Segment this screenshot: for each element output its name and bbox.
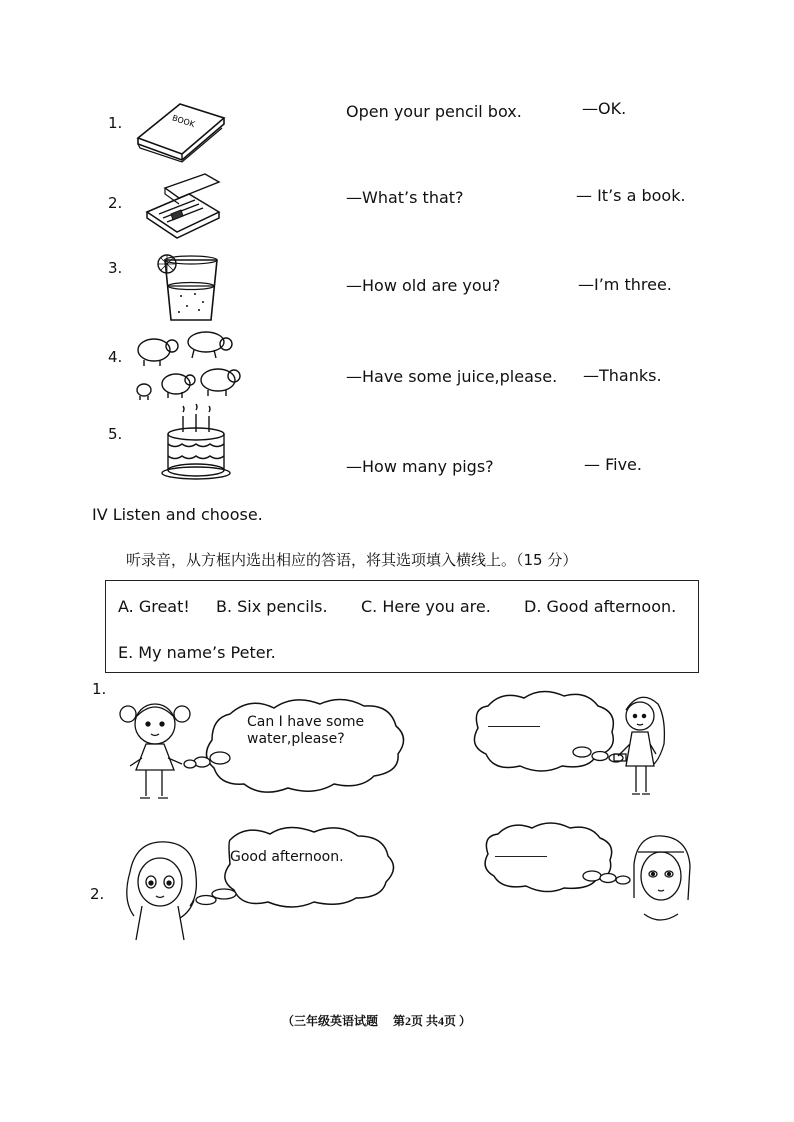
page-footer: （三年级英语试题 第2页 共4页 ） xyxy=(282,1014,472,1028)
right-phrase-1: —OK. xyxy=(582,99,627,118)
speech-bubble-2 xyxy=(190,826,420,910)
options-box xyxy=(105,580,699,673)
item-number-2: 2. xyxy=(108,194,123,212)
bubble-1-line-1: Can I have some xyxy=(247,714,365,730)
bubble-1-line-2: water,please? xyxy=(247,731,345,747)
left-phrase-1: Open your pencil box. xyxy=(346,102,522,121)
left-phrase-2: —What’s that? xyxy=(346,188,464,207)
question-number-2: 2. xyxy=(90,885,105,903)
item-number-5: 5. xyxy=(108,425,123,443)
girl-2-drawing xyxy=(612,690,672,800)
answer-blank-1[interactable] xyxy=(488,726,540,727)
girl-4-drawing xyxy=(628,834,694,930)
girl-3-drawing xyxy=(120,842,200,942)
option-d: D. Good afternoon. xyxy=(524,597,677,616)
right-phrase-4: —Thanks. xyxy=(583,366,662,385)
section-heading: IV Listen and choose. xyxy=(92,505,263,524)
juice-picture xyxy=(155,250,219,322)
question-number-1: 1. xyxy=(92,680,107,698)
option-a: A. Great! xyxy=(118,597,190,616)
right-phrase-2: — It’s a book. xyxy=(576,186,686,205)
option-e: E. My name’s Peter. xyxy=(118,643,276,662)
left-phrase-5: —How many pigs? xyxy=(346,457,494,476)
item-number-4: 4. xyxy=(108,348,123,366)
option-c: C. Here you are. xyxy=(361,597,491,616)
bubble-2-text: Good afternoon. xyxy=(230,849,344,865)
item-number-1: 1. xyxy=(108,114,123,132)
answer-bubble-1 xyxy=(458,688,638,780)
item-number-3: 3. xyxy=(108,259,123,277)
section-instruction: 听录音，从方框内选出相应的答语，将其选项填入横线上。（15 分） xyxy=(126,551,578,569)
pencil-box-picture xyxy=(145,170,221,238)
birthday-cake-picture xyxy=(165,410,233,480)
book-picture xyxy=(134,98,226,162)
pigs-picture xyxy=(134,328,246,408)
answer-blank-2[interactable] xyxy=(495,856,547,857)
right-phrase-3: —I’m three. xyxy=(578,275,672,294)
right-phrase-5: — Five. xyxy=(584,455,642,474)
left-phrase-3: —How old are you? xyxy=(346,276,501,295)
answer-bubble-2 xyxy=(468,820,638,896)
book-label: BOOK xyxy=(171,113,196,130)
left-phrase-4: —Have some juice,please. xyxy=(346,367,558,386)
option-b: B. Six pencils. xyxy=(216,597,328,616)
